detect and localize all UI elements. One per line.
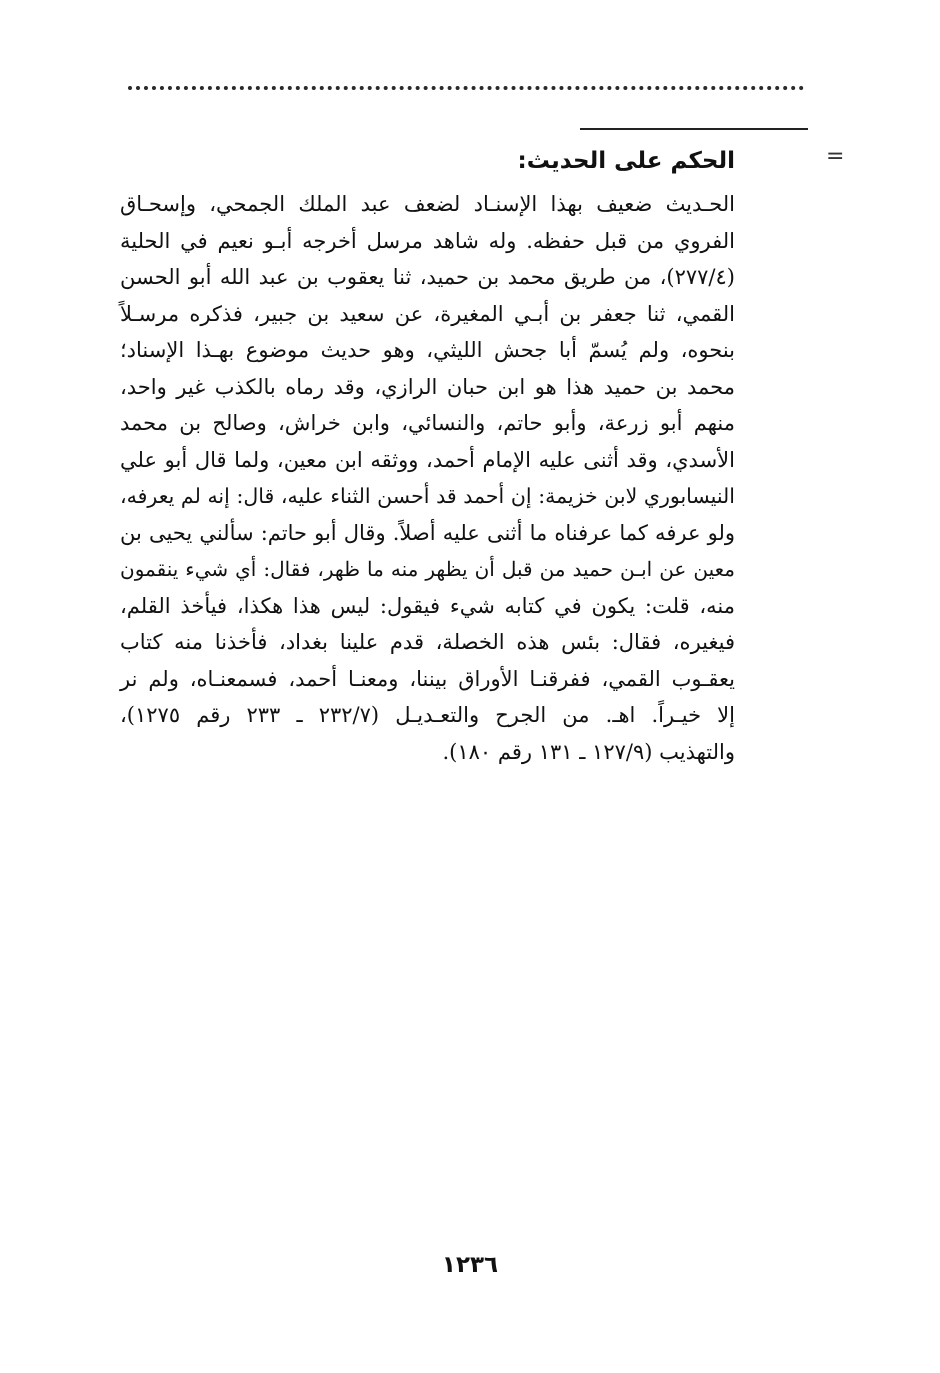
text-line: محمد بن حميد هذا هو ابن حبان الرازي، وقد رماه بالكذب غير واحد، (120, 374, 735, 399)
margin-marker: = (826, 144, 845, 169)
text-line: النيسابوري لابن خزيمة: إن أحمد قد أحسن الثناء عليه، قال: إنه لم يعرفه، (120, 484, 735, 508)
text-line: معين عن ابـن حميد من قبل أن يظهر منه ما ظهر، فقال: أي شيء ينقمون (120, 557, 735, 581)
text-line: الحـديث ضعيف بهذا الإسنـاد لضعف عبد الملك الجمحي، وإسحـاق (120, 192, 735, 216)
text-line: القمي، ثنا جعفر بن أبـي المغيرة، عن سعيد بن جبير، فذكره مرسـلاً (120, 301, 735, 326)
text-line: ولو عرفه كما عرفناه ما أثنى عليه أصلاً. وقال أبو حاتم: سألني يحيى بن (120, 520, 735, 545)
text-line: منهم أبو زرعة، وأبو حاتم، والنسائي، وابن خراش، وصالح بن محمد (120, 411, 735, 435)
text-line: الأسدي، وقد أثنى عليه الإمام أحمد، ووثقه ابن معين، ولما قال أبو علي (120, 447, 735, 472)
text-line: والتهذيب (١٢٧/٩ ـ ١٣١ رقم ١٨٠). (442, 739, 735, 764)
section-heading: الحكم على الحديث: (517, 148, 735, 174)
text-line: الفروي من قبل حفظه. وله شاهد مرسل أخرجه أبـو نعيم في الحلية (120, 228, 735, 253)
text-line: (٢٧٧/٤)، من طريق محمد بن حميد، ثنا يعقوب بن عبد الله أبو الحسن (120, 265, 735, 289)
text-line: منه، قلت: يكون في كتابه شيء فيقول: ليس هذا هكذا، فيأخذ القلم، (120, 593, 735, 618)
dotted-top-rule (128, 86, 804, 90)
text-line: يعقـوب القمي، ففرقنـا الأوراق بيننا، ومعنـا أحمد، فسمعنـاه، ولم نر (120, 666, 735, 691)
text-line: إلا خيـراً. اهـ. من الجرح والتعـديـل (٢٣٢/٧ ـ ٢٣٣ رقم ١٢٧٥)، (120, 703, 735, 727)
body-paragraph (120, 186, 735, 770)
text-line: فيغيره، فقال: بئس هذه الخصلة، قدم علينا بغداد، فأخذنا منه كتاب (120, 630, 735, 654)
page-number: ١٢٣٦ (441, 1252, 499, 1278)
section-separator-rule (580, 128, 808, 130)
text-line: بنحوه، ولم يُسمّ أبا جحش الليثي، وهو حديث موضوع بهـذا الإسناد؛ (120, 338, 735, 362)
